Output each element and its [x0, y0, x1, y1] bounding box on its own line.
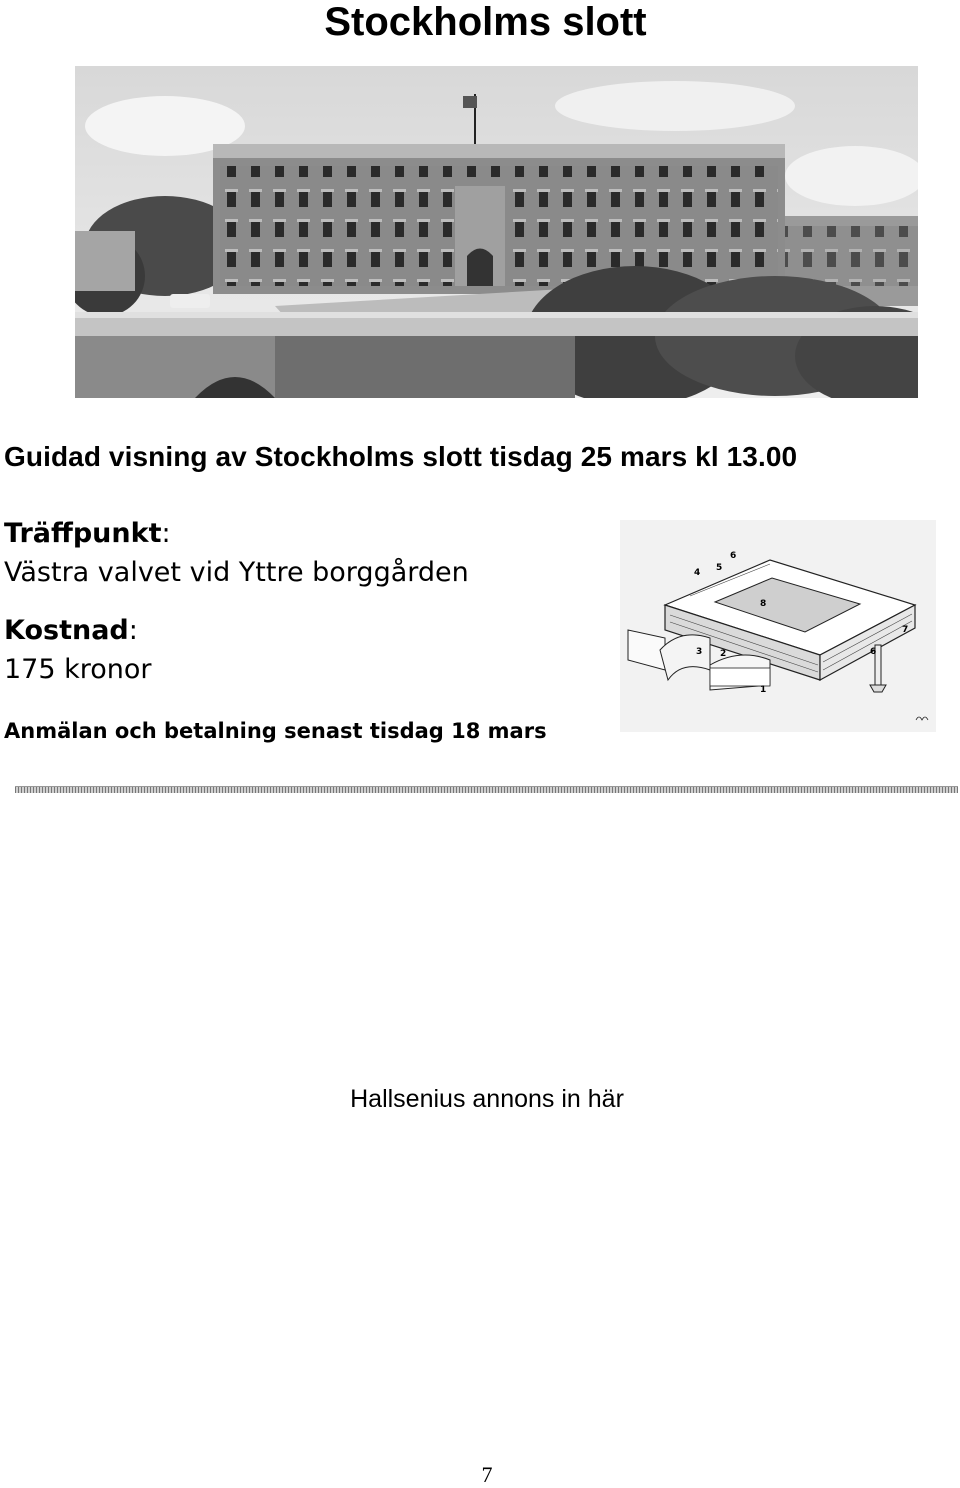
sketch-number-8: 8	[760, 599, 767, 609]
palace-photo	[75, 66, 918, 398]
sketch-number-7: 7	[902, 625, 909, 635]
advertisement-placeholder: Hallsenius annons in här	[350, 1085, 624, 1113]
page-number: 7	[481, 1462, 493, 1487]
cost-label: Kostnad:	[4, 615, 138, 646]
sketch-number-3: 3	[696, 647, 703, 657]
sketch-number-6b: 6	[870, 647, 877, 657]
meeting-point-label: Träffpunkt:	[4, 518, 171, 549]
event-subtitle: Guidad visning av Stockholms slott tisdag 25 mars kl 13.00	[4, 441, 798, 472]
artist-signature	[916, 717, 928, 720]
sketch-number-4: 4	[694, 568, 701, 578]
palace-sketch	[620, 520, 936, 732]
page-title: Stockholms slott	[324, 0, 647, 44]
section-divider	[15, 786, 958, 793]
sketch-number-6: 6	[730, 551, 737, 561]
meeting-point-value: Västra valvet vid Yttre borggården	[4, 557, 469, 588]
registration-deadline: Anmälan och betalning senast tisdag 18 mars	[4, 719, 547, 743]
cost-value: 175 kronor	[4, 654, 152, 685]
sketch-number-2: 2	[720, 649, 727, 659]
sketch-number-5: 5	[716, 563, 723, 573]
sketch-number-1: 1	[760, 685, 767, 695]
